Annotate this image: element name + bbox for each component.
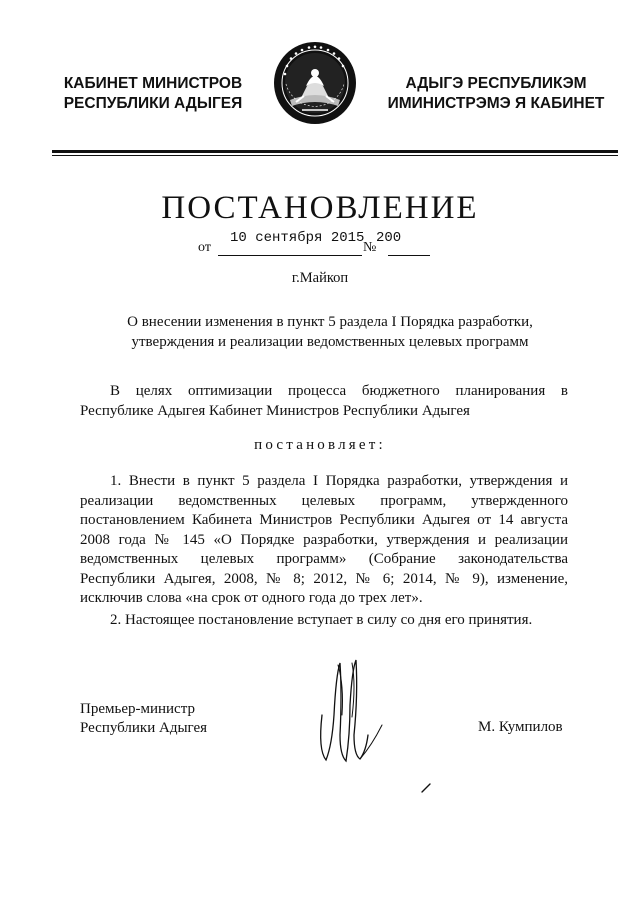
position-line-1: Премьер-министр [80, 701, 195, 717]
number-underline [388, 255, 430, 256]
coat-of-arms-emblem [272, 40, 358, 126]
document-number: 200 [376, 230, 402, 246]
pen-mark [420, 780, 436, 794]
signatory-position [80, 700, 207, 738]
subject-line-1: О внесении изменения в пункт 5 раздела I Порядка разработки, [127, 314, 533, 330]
issuer-name-russian [58, 74, 248, 114]
issuer-line-2: РЕСПУБЛИКИ АДЫГЕЯ [63, 95, 243, 112]
document-title: ПОСТАНОВЛЕНИЕ [161, 190, 479, 226]
city-name: г.Майкоп [291, 270, 349, 286]
handwritten-signature [300, 655, 390, 770]
paragraph-2: 2. Настоящее постановление вступает в силу со дня его принятия. [110, 612, 533, 628]
signatory-name: М. Кумпилов [478, 719, 563, 735]
document-date: 10 сентября 2015 [230, 230, 365, 246]
issuer-name-adyghe [382, 74, 610, 114]
header-divider-thin [52, 155, 618, 156]
header-divider-thick [52, 150, 618, 153]
subject-line-2: утверждения и реализации ведомственных целевых программ [131, 334, 529, 350]
date-underline [218, 255, 362, 256]
date-number-line [198, 230, 458, 258]
position-line-2: Республики Адыгея [80, 720, 208, 736]
date-from-label: от [198, 240, 211, 255]
document-subject [100, 312, 560, 352]
decree-word: постановляет: [254, 437, 386, 453]
number-label: № [363, 240, 377, 255]
issuer-adyghe-line-2: ИМИНИСТРЭМЭ Я КАБИНЕТ [387, 95, 605, 112]
paragraph-1: 1. Внести в пункт 5 раздела I Порядка разработки, утверждения и реализации ведомственных целевых программ, утвержденного постановлением Кабинета Министров Республики Адыгея от 14 августа 2008 года № 145 «О Порядке разработки, утверждения и реализации ведомственных целевых программ» (Собрание законодательства Республики Адыгея, 2008, № 8; 2012, № 6; 2014, № 9), изменение, исключив слова «на срок от одного года до трех лет». [80, 473, 568, 606]
issuer-adyghe-line-1: АДЫГЭ РЕСПУБЛИКЭМ [405, 75, 587, 92]
issuer-line-1: КАБИНЕТ МИНИСТРОВ [63, 75, 243, 92]
intro-paragraph: В целях оптимизации процесса бюджетного планирования в Республике Адыгея Кабинет Министров Республики Адыгея [80, 383, 568, 419]
